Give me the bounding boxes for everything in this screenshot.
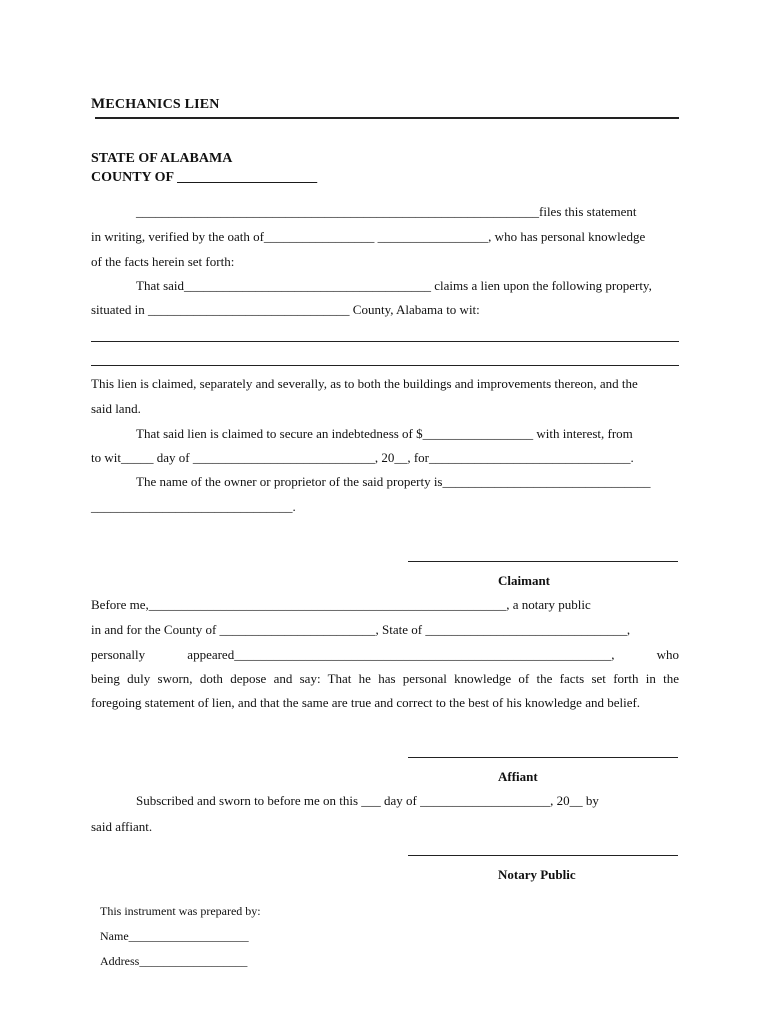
p2-line2: situated in _______________________________ County, Alabama to wit: xyxy=(91,302,480,317)
claimant-label: Claimant xyxy=(498,573,550,588)
property-blank-line-2 xyxy=(91,365,679,366)
title-rest: ECHANICS LIEN xyxy=(105,97,220,112)
affiant-label: Affiant xyxy=(498,769,538,784)
sworn-line2: said affiant. xyxy=(91,819,153,834)
notary-line3-personally: personally xyxy=(91,647,146,662)
p3-line1: This lien is claimed, separately and severally, as to both the buildings and improvements thereon, and the xyxy=(91,376,638,391)
notary-line3-appeared: appeared__________________________________________________________, xyxy=(187,647,615,662)
claimant-signature-line xyxy=(408,561,678,562)
document-title xyxy=(91,96,220,113)
p2-line1: That said______________________________________ claims a lien upon the following property, xyxy=(136,278,652,293)
p1-line2: in writing, verified by the oath of_________________ _________________, who has personal knowledge xyxy=(91,229,646,244)
notary-line4: being duly sworn, doth depose and say: That he has personal knowledge of the facts set forth in the xyxy=(91,671,679,686)
p5-line2: _______________________________. xyxy=(91,499,296,514)
notary-line3 xyxy=(91,647,679,663)
property-blank-line-1 xyxy=(91,341,679,342)
p4-line1: That said lien is claimed to secure an indebtedness of $_________________ with interest, from xyxy=(136,426,633,441)
affiant-signature-line xyxy=(408,757,678,758)
state-heading: STATE OF ALABAMA xyxy=(91,151,233,166)
title-first-letter: M xyxy=(91,96,106,112)
notary-line2: in and for the County of ________________________, State of _______________________________, xyxy=(91,622,631,637)
sworn-line1: Subscribed and sworn to before me on this ___ day of ____________________, 20__ by xyxy=(136,793,599,808)
p4-line2: to wit_____ day of ____________________________, 20__, for_______________________________. xyxy=(91,450,634,465)
notary-public-label: Notary Public xyxy=(498,867,576,882)
p1-line3: of the facts herein set forth: xyxy=(91,254,235,269)
prepared-by-name: Name____________________ xyxy=(100,929,249,943)
p3-line2: said land. xyxy=(91,401,141,416)
title-rule xyxy=(95,117,679,119)
notary-line1: Before me,_______________________________________________________, a notary public xyxy=(91,597,591,612)
prepared-by-heading: This instrument was prepared by: xyxy=(100,904,261,918)
prepared-by-address: Address__________________ xyxy=(100,954,248,968)
p5-line1: The name of the owner or proprietor of the said property is________________________________ xyxy=(136,474,651,489)
notary-line3-who: who xyxy=(656,647,679,662)
p1-line1: ______________________________________________________________files this statement xyxy=(136,204,637,219)
notary-public-signature-line xyxy=(408,855,678,856)
county-heading: COUNTY OF ____________________ xyxy=(91,170,318,185)
notary-line5: foregoing statement of lien, and that the same are true and correct to the best of his knowledge and belief. xyxy=(91,695,641,710)
